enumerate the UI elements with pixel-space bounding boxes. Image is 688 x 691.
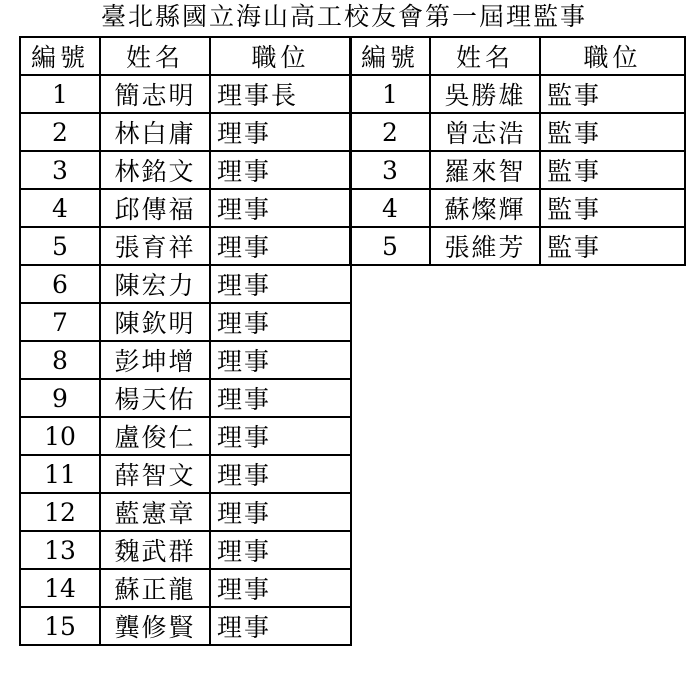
position-cell: 理事 (210, 303, 351, 341)
director-row (20, 227, 351, 265)
position-cell: 監事 (540, 75, 685, 113)
number-cell: 5 (20, 227, 100, 265)
name-cell: 張育祥 (100, 227, 210, 265)
page-title: 臺北縣國立海山高工校友會第一屆理監事 (100, 2, 587, 31)
name-cell: 盧俊仁 (100, 417, 210, 455)
name-cell: 蘇燦輝 (430, 189, 540, 227)
name-cell: 薛智文 (100, 455, 210, 493)
position-cell: 理事 (210, 265, 351, 303)
number-cell: 9 (20, 379, 100, 417)
name-header: 姓名 (100, 37, 210, 75)
supervisor-row (350, 75, 685, 113)
director-row (20, 303, 351, 341)
name-cell: 蘇正龍 (100, 569, 210, 607)
director-row (20, 265, 351, 303)
director-row (20, 75, 351, 113)
directors-header-row (20, 37, 351, 75)
name-cell: 邱傳福 (100, 189, 210, 227)
position-cell: 監事 (540, 227, 685, 265)
name-cell: 曾志浩 (430, 113, 540, 151)
position-cell: 理事 (210, 493, 351, 531)
position-cell: 理事 (210, 227, 351, 265)
number-cell: 1 (350, 75, 430, 113)
number-header: 編號 (350, 37, 430, 75)
name-cell: 張維芳 (430, 227, 540, 265)
name-cell: 羅來智 (430, 151, 540, 189)
position-cell: 理事長 (210, 75, 351, 113)
director-row (20, 189, 351, 227)
position-cell: 理事 (210, 531, 351, 569)
name-cell: 簡志明 (100, 75, 210, 113)
name-cell: 陳宏力 (100, 265, 210, 303)
name-cell: 彭坤增 (100, 341, 210, 379)
position-header: 職位 (210, 37, 351, 75)
number-cell: 11 (20, 455, 100, 493)
position-cell: 理事 (210, 379, 351, 417)
number-cell: 5 (350, 227, 430, 265)
position-cell: 理事 (210, 189, 351, 227)
name-cell: 吳勝雄 (430, 75, 540, 113)
number-cell: 13 (20, 531, 100, 569)
number-cell: 1 (20, 75, 100, 113)
name-cell: 龔修賢 (100, 607, 210, 645)
director-row (20, 607, 351, 645)
number-cell: 7 (20, 303, 100, 341)
position-cell: 理事 (210, 455, 351, 493)
position-cell: 理事 (210, 113, 351, 151)
name-header: 姓名 (430, 37, 540, 75)
number-cell: 4 (20, 189, 100, 227)
name-cell: 楊天佑 (100, 379, 210, 417)
director-row (20, 113, 351, 151)
directors-table (19, 36, 352, 646)
name-cell: 陳欽明 (100, 303, 210, 341)
director-row (20, 531, 351, 569)
name-cell: 魏武群 (100, 531, 210, 569)
name-cell: 林白庸 (100, 113, 210, 151)
supervisor-row (350, 189, 685, 227)
director-row (20, 417, 351, 455)
number-cell: 6 (20, 265, 100, 303)
position-cell: 理事 (210, 417, 351, 455)
number-cell: 14 (20, 569, 100, 607)
number-cell: 2 (20, 113, 100, 151)
supervisor-row (350, 151, 685, 189)
number-header: 編號 (20, 37, 100, 75)
position-cell: 監事 (540, 113, 685, 151)
number-cell: 3 (350, 151, 430, 189)
supervisors-header-row (350, 37, 685, 75)
position-cell: 理事 (210, 569, 351, 607)
director-row (20, 151, 351, 189)
number-cell: 15 (20, 607, 100, 645)
director-row (20, 379, 351, 417)
position-cell: 監事 (540, 189, 685, 227)
name-cell: 藍憲章 (100, 493, 210, 531)
supervisor-row (350, 113, 685, 151)
number-cell: 4 (350, 189, 430, 227)
director-row (20, 569, 351, 607)
director-row (20, 455, 351, 493)
supervisors-table (349, 36, 686, 266)
position-cell: 理事 (210, 151, 351, 189)
director-row (20, 341, 351, 379)
position-cell: 理事 (210, 607, 351, 645)
number-cell: 10 (20, 417, 100, 455)
position-cell: 監事 (540, 151, 685, 189)
director-row (20, 493, 351, 531)
position-cell: 理事 (210, 341, 351, 379)
number-cell: 8 (20, 341, 100, 379)
number-cell: 2 (350, 113, 430, 151)
number-cell: 3 (20, 151, 100, 189)
position-header: 職位 (540, 37, 685, 75)
name-cell: 林銘文 (100, 151, 210, 189)
supervisor-row (350, 227, 685, 265)
number-cell: 12 (20, 493, 100, 531)
